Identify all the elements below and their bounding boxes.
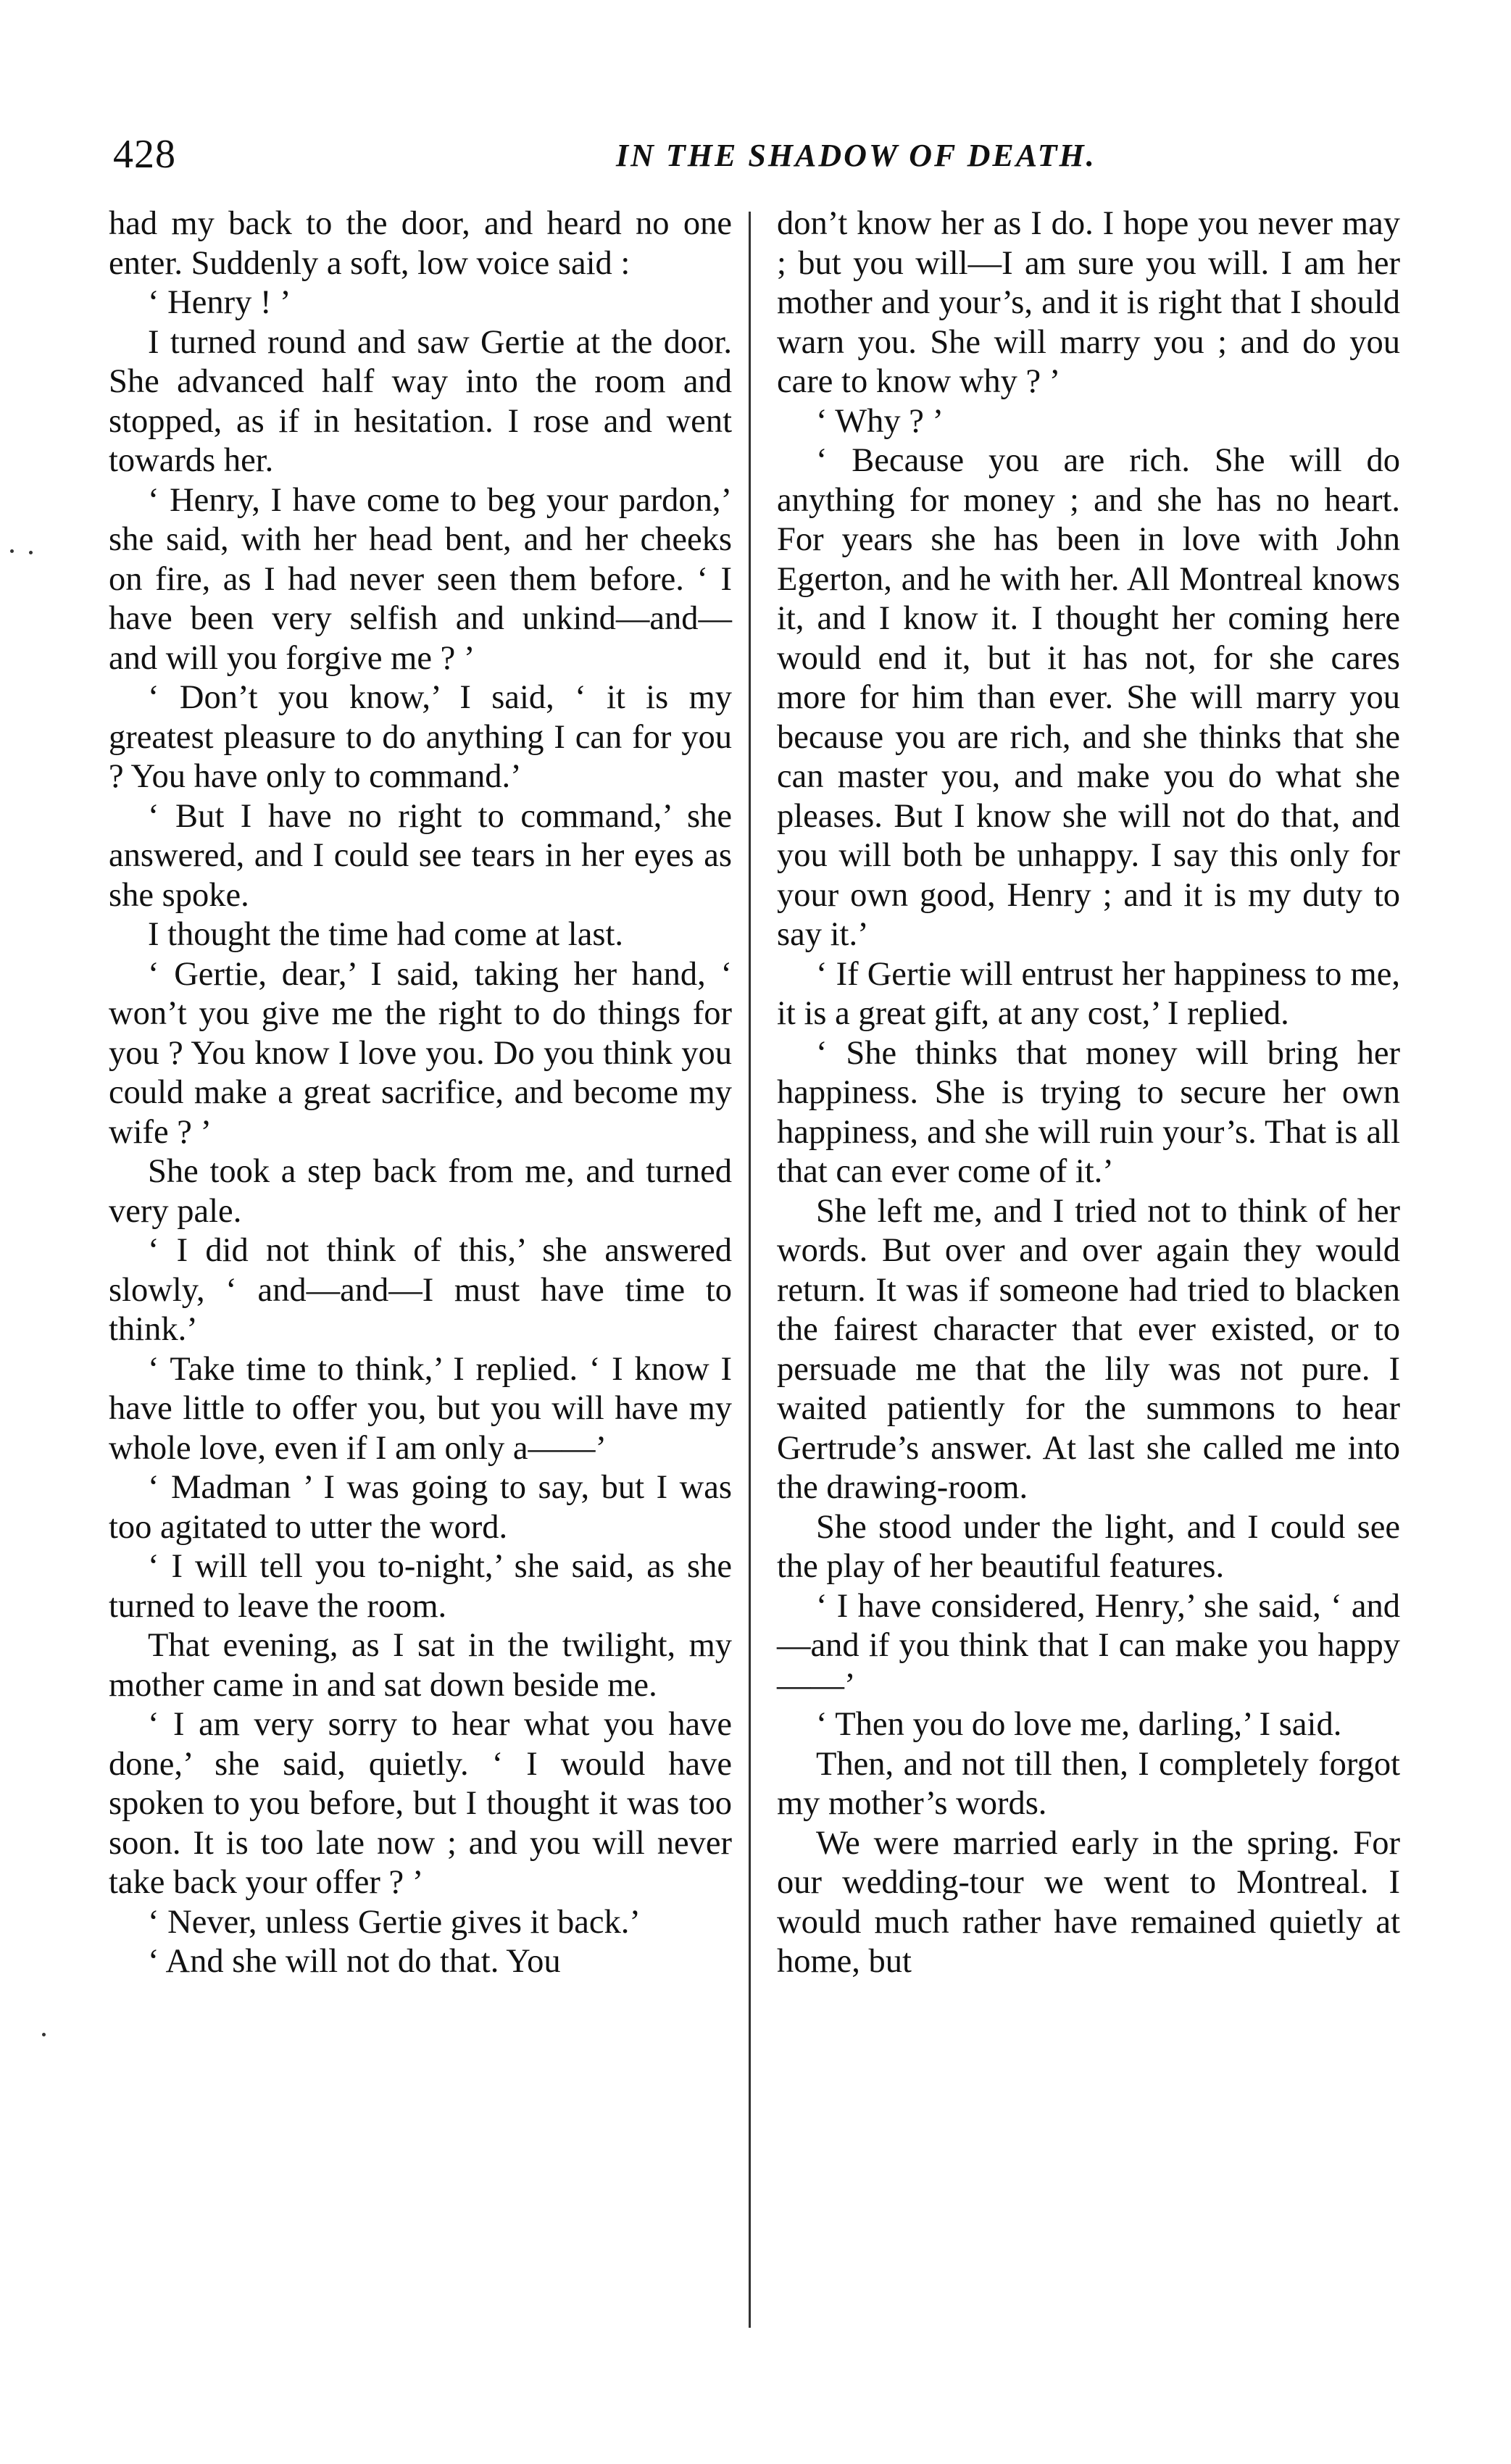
paragraph: Then, and not till then, I completely forgot my mother’s words. — [777, 1745, 1400, 1822]
paragraph: I thought the time had come at last. — [148, 916, 623, 953]
paragraph: ‘ Henry, I have come to beg your pardon,’ she said, with her head bent, and her cheeks on fire, as I had never seen them before. ‘ I have been very selfish and unkind—and—and will you forgive me ? ’ — [109, 481, 732, 677]
paragraph: ‘ I am very sorry to hear what you have done,’ she said, quietly. ‘ I would have spoken to you before, but I thought it was too soon. It is too late now ; and you will never take back your offer ? ’ — [109, 1706, 732, 1901]
paragraph: ‘ Gertie, dear,’ I said, taking her hand, ‘ won’t you give me the right to do things for you ? You know I love you. Do you think you could make a great sacrifice, and become my wife ? ’ — [109, 955, 732, 1151]
scan-speck — [10, 549, 14, 553]
paragraph: ‘ Henry ! ’ — [148, 284, 291, 321]
paragraph: ‘ Take time to think,’ I replied. ‘ I know I have little to offer you, but you will have my whole love, even if I am only a——’ — [109, 1350, 732, 1467]
paragraph: ‘ I will tell you to-night,’ she said, as she turned to leave the room. — [109, 1548, 732, 1625]
paragraph: ‘ If Gertie will entrust her happiness to me, it is a great gift, at any cost,’ I replied. — [777, 955, 1400, 1032]
paragraph: ‘ She thinks that money will bring her happiness. She is trying to secure her own happiness, and she will ruin your’s. That is all that can ever come of it.’ — [777, 1034, 1400, 1190]
paragraph: She left me, and I tried not to think of her words. But over and over again they would return. It was if someone had tried to blacken the fairest character that ever existed, or to persuade me that the lily was not pure. I waited patiently for the summons to hear Gertrude’s answer. At last she called me into the drawing-room. — [777, 1192, 1400, 1506]
right-column — [777, 204, 1400, 2342]
paragraph: ‘ Madman ’ I was going to say, but I was too agitated to utter the word. — [109, 1469, 732, 1546]
paragraph: She stood under the light, and I could see the play of her beautiful features. — [777, 1508, 1400, 1585]
paragraph: ‘ Never, unless Gertie gives it back.’ — [148, 1903, 641, 1941]
paragraph: She took a step back from me, and turned very pale. — [109, 1153, 732, 1230]
paragraph: ‘ Then you do love me, darling,’ I said. — [816, 1706, 1342, 1743]
paragraph: ‘ Don’t you know,’ I said, ‘ it is my greatest pleasure to do anything I can for you ? You have only to command.’ — [109, 679, 732, 795]
page-header — [109, 129, 1399, 187]
paragraph: ‘ I have considered, Henry,’ she said, ‘ and—and if you think that I can make you happy——’ — [777, 1587, 1400, 1704]
scan-speck — [42, 2033, 46, 2036]
paragraph: ‘ I did not think of this,’ she answered slowly, ‘ and—and—I must have time to think.’ — [109, 1232, 732, 1348]
paragraph: ‘ Because you are rich. She will do anything for money ; and she has no heart. For years she has been in love with John Egerton, and he with her. All Montreal knows it, and I know it. I thought her coming here would end it, but it has not, for she cares more for him than ever. She will marry you because you are rich, and she thinks that she can master you, and make you do what she pleases. But I know she will not do that, and you will both be unhappy. I say this only for your own good, Henry ; and it is my duty to say it.’ — [777, 442, 1400, 953]
paragraph: I turned round and saw Gertie at the door. She advanced half way into the room and stopped, as if in hesitation. I rose and went towards her. — [109, 323, 732, 479]
column-divider — [749, 212, 751, 2328]
paragraph: had my back to the door, and heard no one enter. Suddenly a soft, low voice said : — [109, 205, 732, 282]
scan-speck — [29, 551, 33, 554]
page-number: 428 — [113, 132, 176, 177]
paragraph: That evening, as I sat in the twilight, my mother came in and sat down beside me. — [109, 1627, 732, 1704]
paragraph: don’t know her as I do. I hope you never may ; but you will—I am sure you will. I am her mother and your’s, and it is right that I should warn you. She will marry you ; and do you care to know why ? ’ — [777, 205, 1400, 400]
left-column — [109, 204, 732, 2342]
running-title: IN THE SHADOW OF DEATH. — [616, 138, 1096, 173]
paragraph: ‘ And she will not do that. You — [148, 1943, 561, 1980]
paragraph: ‘ But I have no right to command,’ she answered, and I could see tears in her eyes as she spoke. — [109, 797, 732, 914]
paragraph: ‘ Why ? ’ — [816, 402, 944, 440]
paragraph: We were married early in the spring. For our wedding-tour we went to Montreal. I would much rather have remained quietly at home, but — [777, 1824, 1400, 1980]
